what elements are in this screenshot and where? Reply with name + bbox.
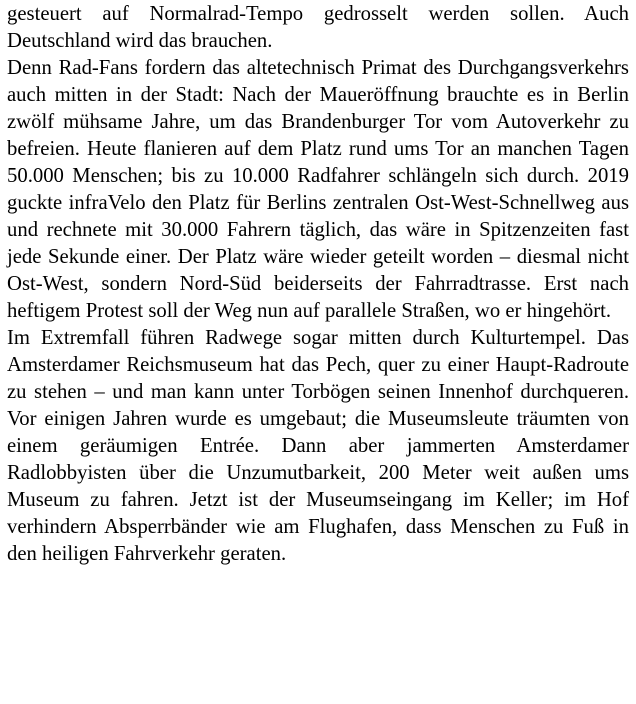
- paragraph-1: gesteuert auf Normalrad-Tempo gedrosselt werden sollen. Auch Deutschland wird das brauchen.: [7, 3, 629, 52]
- paragraph-2: Denn Rad-Fans fordern das altetechnisch Primat des Durchgangsverkehrs auch mitten in der Stadt: Nach der Maueröffnung brauchte es in Berlin zwölf mühsame Jahre, um das Brandenburger Tor vom Autoverkehr zu befreien. Heute flanieren auf dem Platz rund ums Tor an manchen Tagen 50.000 Menschen; bis zu 10.000 Radfahrer schlängeln sich durch. 2019 guckte infraVelo den Platz für Berlins zentralen Ost-West-Schnellweg aus und rechnete mit 30.000 Fahrern täglich, das wäre in Spitzenzeiten fast jede Sekunde einer. Der Platz wäre wieder geteilt worden – diesmal nicht Ost-West, sondern Nord-Süd beiderseits der Fahrradtrasse. Erst nach heftigem Protest soll der Weg nun auf parallele Straßen, wo er hingehört.: [7, 57, 629, 322]
- paragraph-3: Im Extremfall führen Radwege sogar mitten durch Kulturtempel. Das Amsterdamer Reichsmuseum hat das Pech, quer zu einer Haupt-Radroute zu stehen – und man kann unter Torbögen seinen Innenhof durchqueren. Vor einigen Jahren wurde es umgebaut; die Museumsleute träumten von einem geräumigen Entrée. Dann aber jammerten Amsterdamer Radlobbyisten über die Unzumutbarkeit, 200 Meter weit außen ums Museum zu fahren. Jetzt ist der Museumseingang im Keller; im Hof verhindern Absperrbänder wie am Flughafen, dass Menschen zu Fuß in den heiligen Fahrverkehr geraten.: [7, 327, 629, 565]
